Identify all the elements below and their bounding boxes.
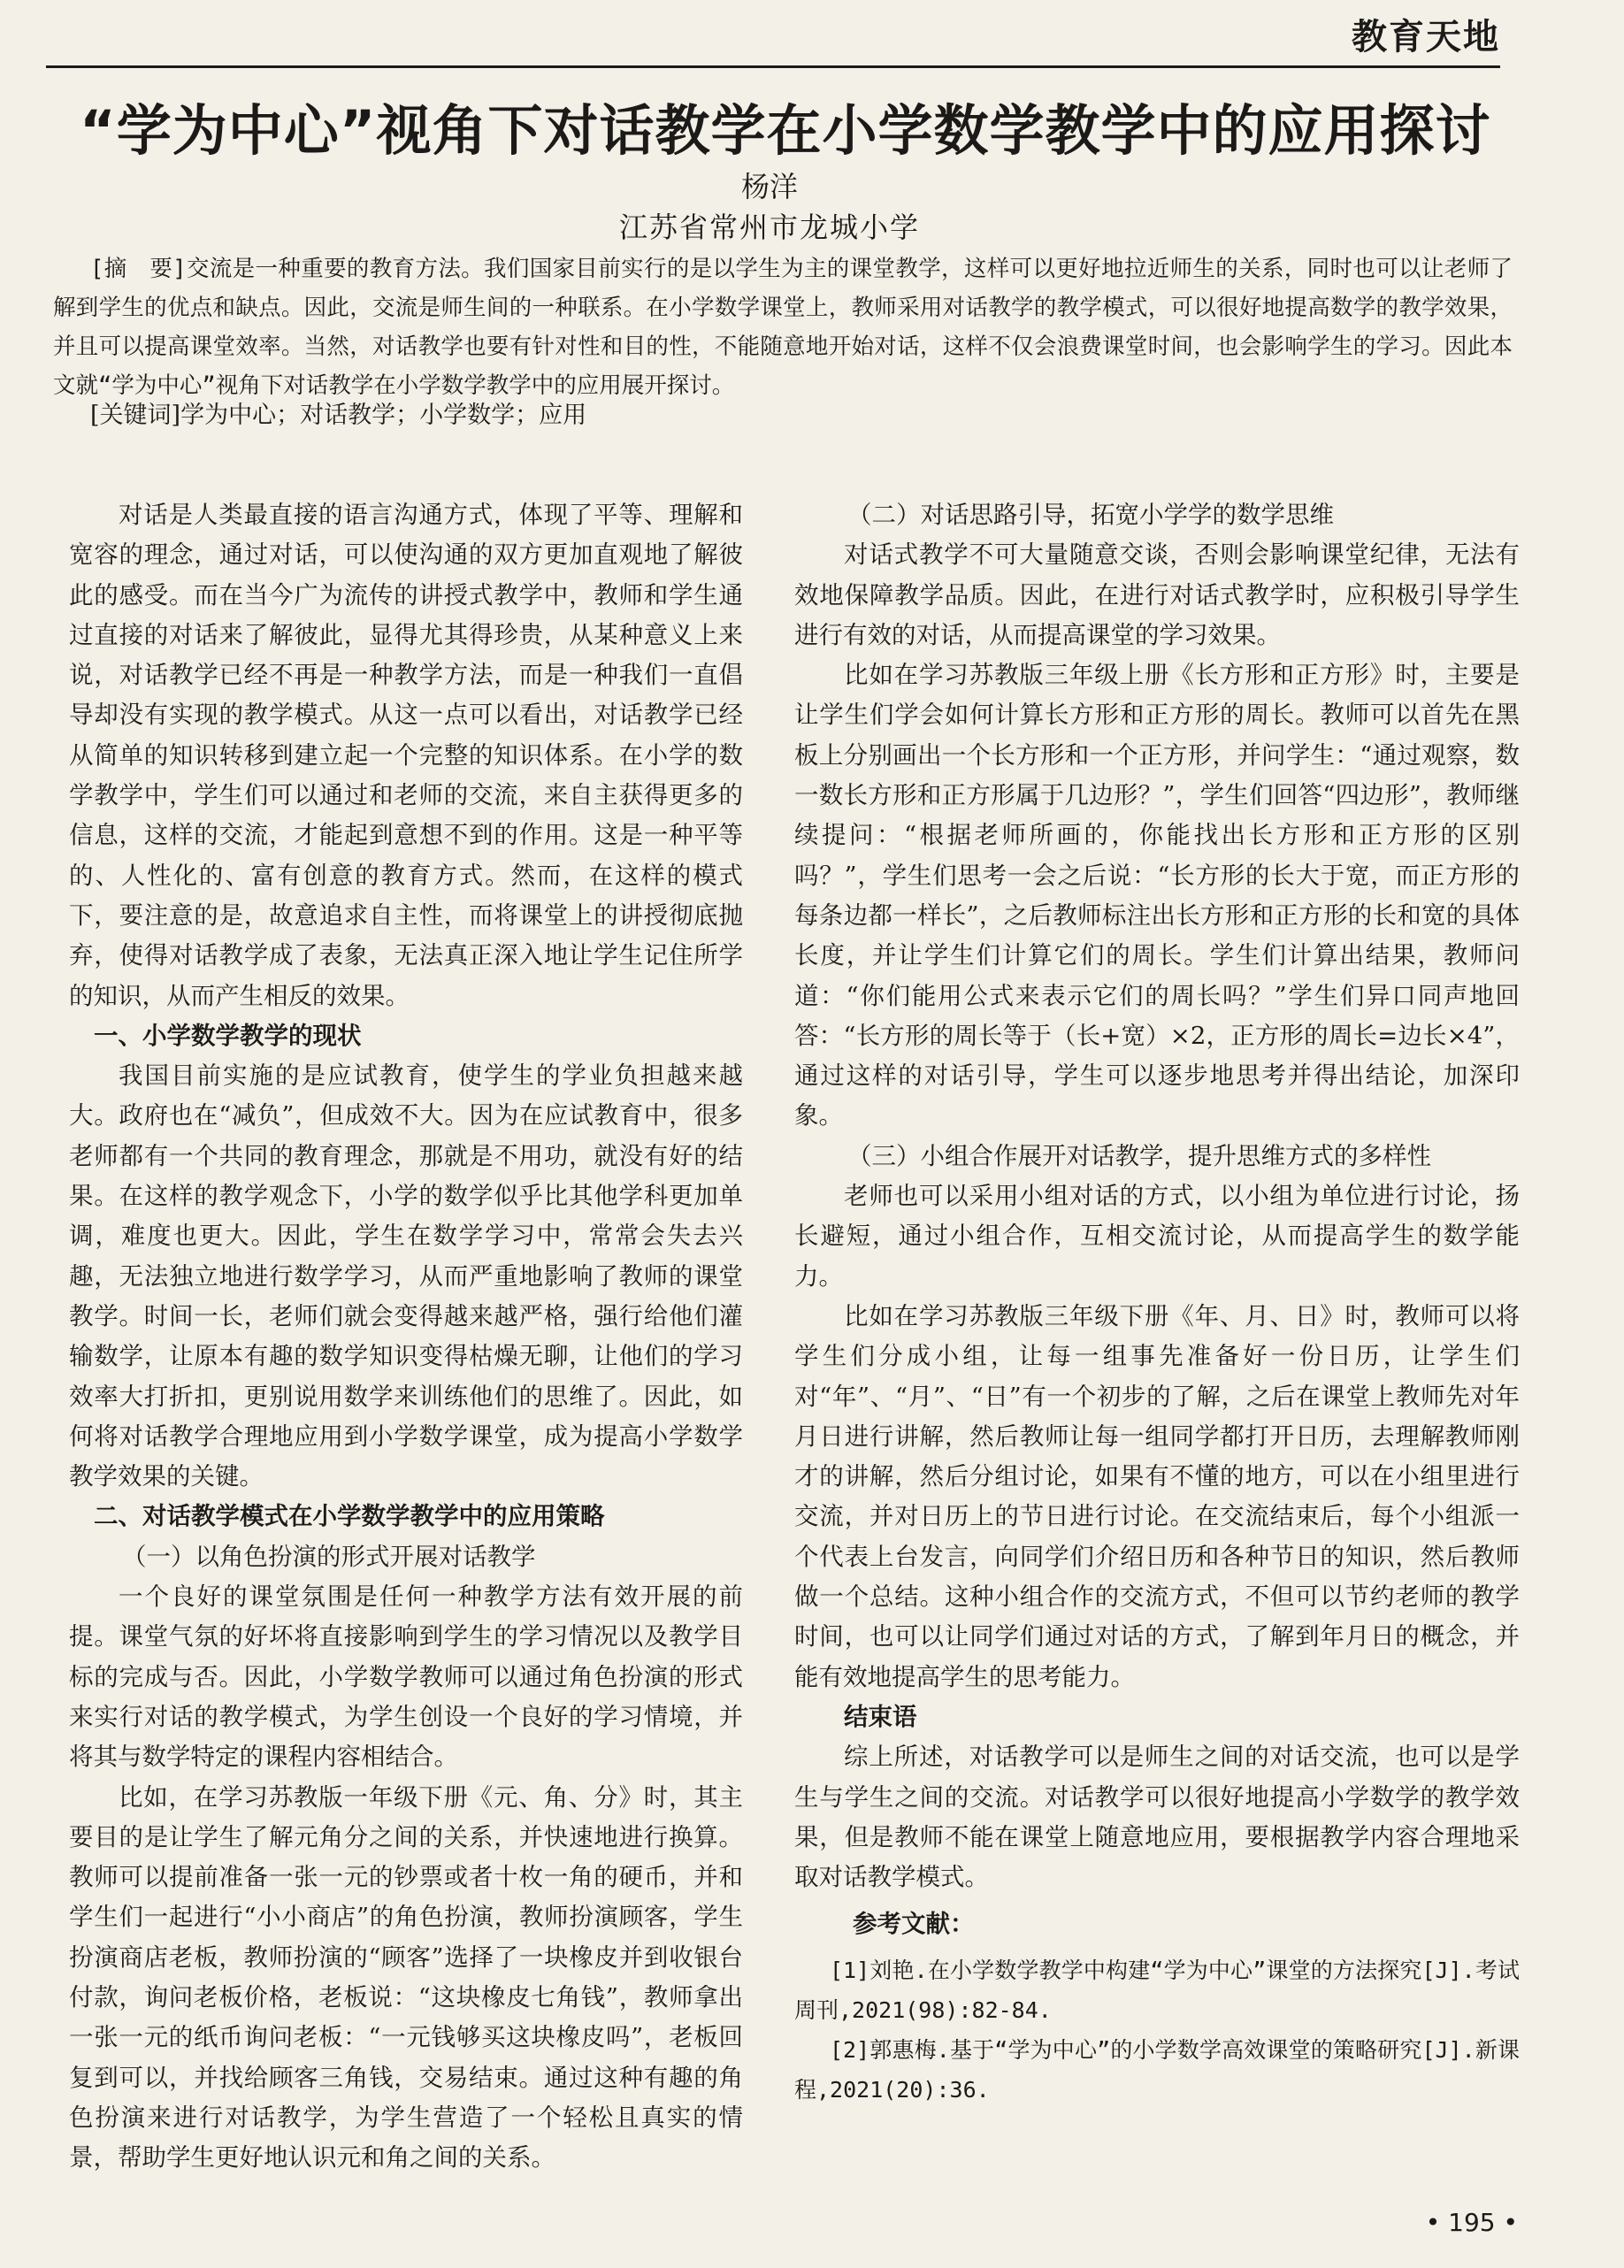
left-column <box>69 495 743 2178</box>
abstract <box>53 249 1513 405</box>
reference-item: [2]郭惠梅.基于“学为中心”的小学数学高效课堂的策略研究[J].新课程,2021(20):36. <box>794 2036 1520 2103</box>
abstract-text: [摘 要]交流是一种重要的教育方法。我们国家目前实行的是以学生为主的课堂教学，这样可以更好地拉近师生的关系，同时也可以让老师了解到学生的优点和缺点。因此，交流是师生间的一种联系。在小学数学课堂上，教师采用对话教学的教学模式，可以很好地提高数学的教学效果，并且可以提高课堂效率。当然，对话教学也要有针对性和目的性，不能随意地开始对话，这样不仅会浪费课堂时间，也会影响学生的学习。因此本文就“学为中心”视角下对话教学在小学数学教学中的应用展开探讨。 <box>53 256 1513 399</box>
references <box>794 1904 1520 2109</box>
author-affiliation: 江苏省常州市龙城小学 <box>618 211 920 244</box>
keywords: [关键词]学为中心；对话教学；小学数学；应用 <box>90 402 587 429</box>
subsection-2-2-paragraph-1: 对话式教学不可大量随意交谈，否则会影响课堂纪律，无法有效地保障教学品质。因此，在进行对话式教学时，应积极引导学生进行有效的对话，从而提高课堂的学习效果。 <box>794 540 1520 649</box>
subsection-2-2-paragraph-2: 比如在学习苏教版三年级上册《长方形和正方形》时，主要是让学生们学会如何计算长方形和正方形的周长。教师可以首先在黑板上分别画出一个长方形和一个正方形，并问学生：“通过观察，数一数长方形和正方形属于几边形？”，学生们回答“四边形”，教师继续提问：“根据老师所画的，你能找出长方形和正方形的区别吗？”，学生们思考一会之后说：“长方形的长大于宽，而正方形的每条边都一样长”，之后教师标注出长方形和正方形的长和宽的具体长度，并让学生们计算它们的周长。学生们计算出结果，教师问道：“你们能用公式来表示它们的周长吗？”学生们异口同声地回答：“长方形的周长等于（长+宽）×2，正方形的周长=边长×4”，通过这样的对话引导，学生可以逐步地思考并得出结论，加深印象。 <box>794 661 1520 1130</box>
subsection-2-1-paragraph-2: 比如，在学习苏教版一年级下册《元、角、分》时，其主要目的是让学生了解元角分之间的关系，并快速地进行换算。教师可以提前准备一张一元的钞票或者十枚一角的硬币，并和学生们一起进行“小小商店”的角色扮演，教师扮演顾客，学生扮演商店老板，教师扮演的“顾客”选择了一块橡皮并到收银台付款，询问老板价格，老板说：“这块橡皮七角钱”，教师拿出一张一元的纸币询问老板：“一元钱够买这块橡皮吗”，老板回复到可以，并找给顾客三角钱，交易结束。通过这种有趣的角色扮演来进行对话教学，为学生营造了一个轻松且真实的情景，帮助学生更好地认识元和角之间的关系。 <box>69 1782 743 2172</box>
article-title: “学为中心”视角下对话教学在小学数学教学中的应用探讨 <box>80 98 1491 163</box>
subsection-heading-2-3: （三）小组合作展开对话教学，提升思维方式的多样性 <box>847 1141 1431 1170</box>
right-column <box>794 495 1520 2110</box>
conclusion-paragraph: 综上所述，对话教学可以是师生之间的对话交流，也可以是学生与学生之间的交流。对话教学可以很好地提高小学数学的教学效果，但是教师不能在课堂上随意地应用，要根据教学内容合理地采取对话教学模式。 <box>794 1743 1520 1892</box>
section-1-paragraph: 我国目前实施的是应试教育，使学生的学业负担越来越大。政府也在“减负”，但成效不大。因为在应试教育中，很多老师都有一个共同的教育理念，那就是不用功，就没有好的结果。在这样的教学观念下，小学的数学似乎比其他学科更加单调，难度也更大。因此，学生在数学学习中，常常会失去兴趣，无法独立地进行数学学习，从而严重地影响了教师的课堂教学。时间一长，老师们就会变得越来越严格，强行给他们灌输数学，让原本有趣的数学知识变得枯燥无聊，让他们的学习效率大打折扣，更别说用数学来训练他们的思维了。因此，如何将对话教学合理地应用到小学数学课堂，成为提高小学数学教学效果的关键。 <box>69 1061 743 1491</box>
subsection-2-1-paragraph-1: 一个良好的课堂氛围是任何一种教学方法有效开展的前提。课堂气氛的好坏将直接影响到学生的学习情况以及教学目标的完成与否。因此，小学数学教师可以通过角色扮演的形式来实行对话的教学模式，为学生创设一个良好的学习情境，并将其与数学特定的课程内容相结合。 <box>69 1582 743 1772</box>
conclusion-heading: 结束语 <box>844 1702 917 1731</box>
subsection-heading-2-2: （二）对话思路引导，拓宽小学学的数学思维 <box>847 501 1334 529</box>
section-heading-2: 二、对话教学模式在小学数学教学中的应用策略 <box>94 1502 605 1531</box>
reference-item: [1]刘艳.在小学数学教学中构建“学为中心”课堂的方法探究[J].考试周刊,2021(98):82-84. <box>794 1957 1520 2023</box>
references-heading: 参考文献： <box>853 1910 975 1939</box>
section-header: 教育天地 <box>1352 17 1500 57</box>
subsection-2-3-paragraph-1: 老师也可以采用小组对话的方式，以小组为单位进行讨论，扬长避短，通过小组合作，互相交流讨论，从而提高学生的数学能力。 <box>794 1182 1520 1291</box>
page-number: • 195 • <box>1425 2208 1518 2237</box>
section-heading-1: 一、小学数学教学的现状 <box>94 1021 362 1050</box>
article-author: 杨洋 <box>740 170 798 203</box>
header-rule <box>46 65 1500 68</box>
subsection-2-3-paragraph-2: 比如在学习苏教版三年级下册《年、月、日》时，教师可以将学生们分成小组，让每一组事先准备好一份日历，让学生们对“年”、“月”、“日”有一个初步的了解，之后在课堂上教师先对年月日进行讲解，然后教师让每一组同学都打开日历，去理解教师刚才的讲解，然后分组讨论，如果有不懂的地方，可以在小组里进行交流，并对日历上的节日进行讨论。在交流结束后，每个小组派一个代表上台发言，向同学们介绍日历和各种节日的知识，然后教师做一个总结。这种小组合作的交流方式，不但可以节约老师的教学时间，也可以让同学们通过对话的方式，了解到年月日的概念，并能有效地提高学生的思考能力。 <box>794 1301 1520 1691</box>
subsection-heading-2-1: （一）以角色扮演的形式开展对话教学 <box>122 1542 536 1571</box>
intro-paragraph: 对话是人类最直接的语言沟通方式，体现了平等、理解和宽容的理念，通过对话，可以使沟通的双方更加直观地了解彼此的感受。而在当今广为流传的讲授式教学中，教师和学生通过直接的对话来了解彼此，显得尤其得珍贵，从某种意义上来说，对话教学已经不再是一种教学方法，而是一种我们一直倡导却没有实现的教学模式。从这一点可以看出，对话教学已经从简单的知识转移到建立起一个完整的知识体系。在小学的数学教学中，学生们可以通过和老师的交流，来自主获得更多的信息，这样的交流，才能起到意想不到的作用。这是一种平等的、人性化的、富有创意的教育方式。然而，在这样的模式下，要注意的是，故意追求自主性，而将课堂上的讲授彻底抛弃，使得对话教学成了表象，无法真正深入地让学生记住所学的知识，从而产生相反的效果。 <box>69 501 743 1010</box>
